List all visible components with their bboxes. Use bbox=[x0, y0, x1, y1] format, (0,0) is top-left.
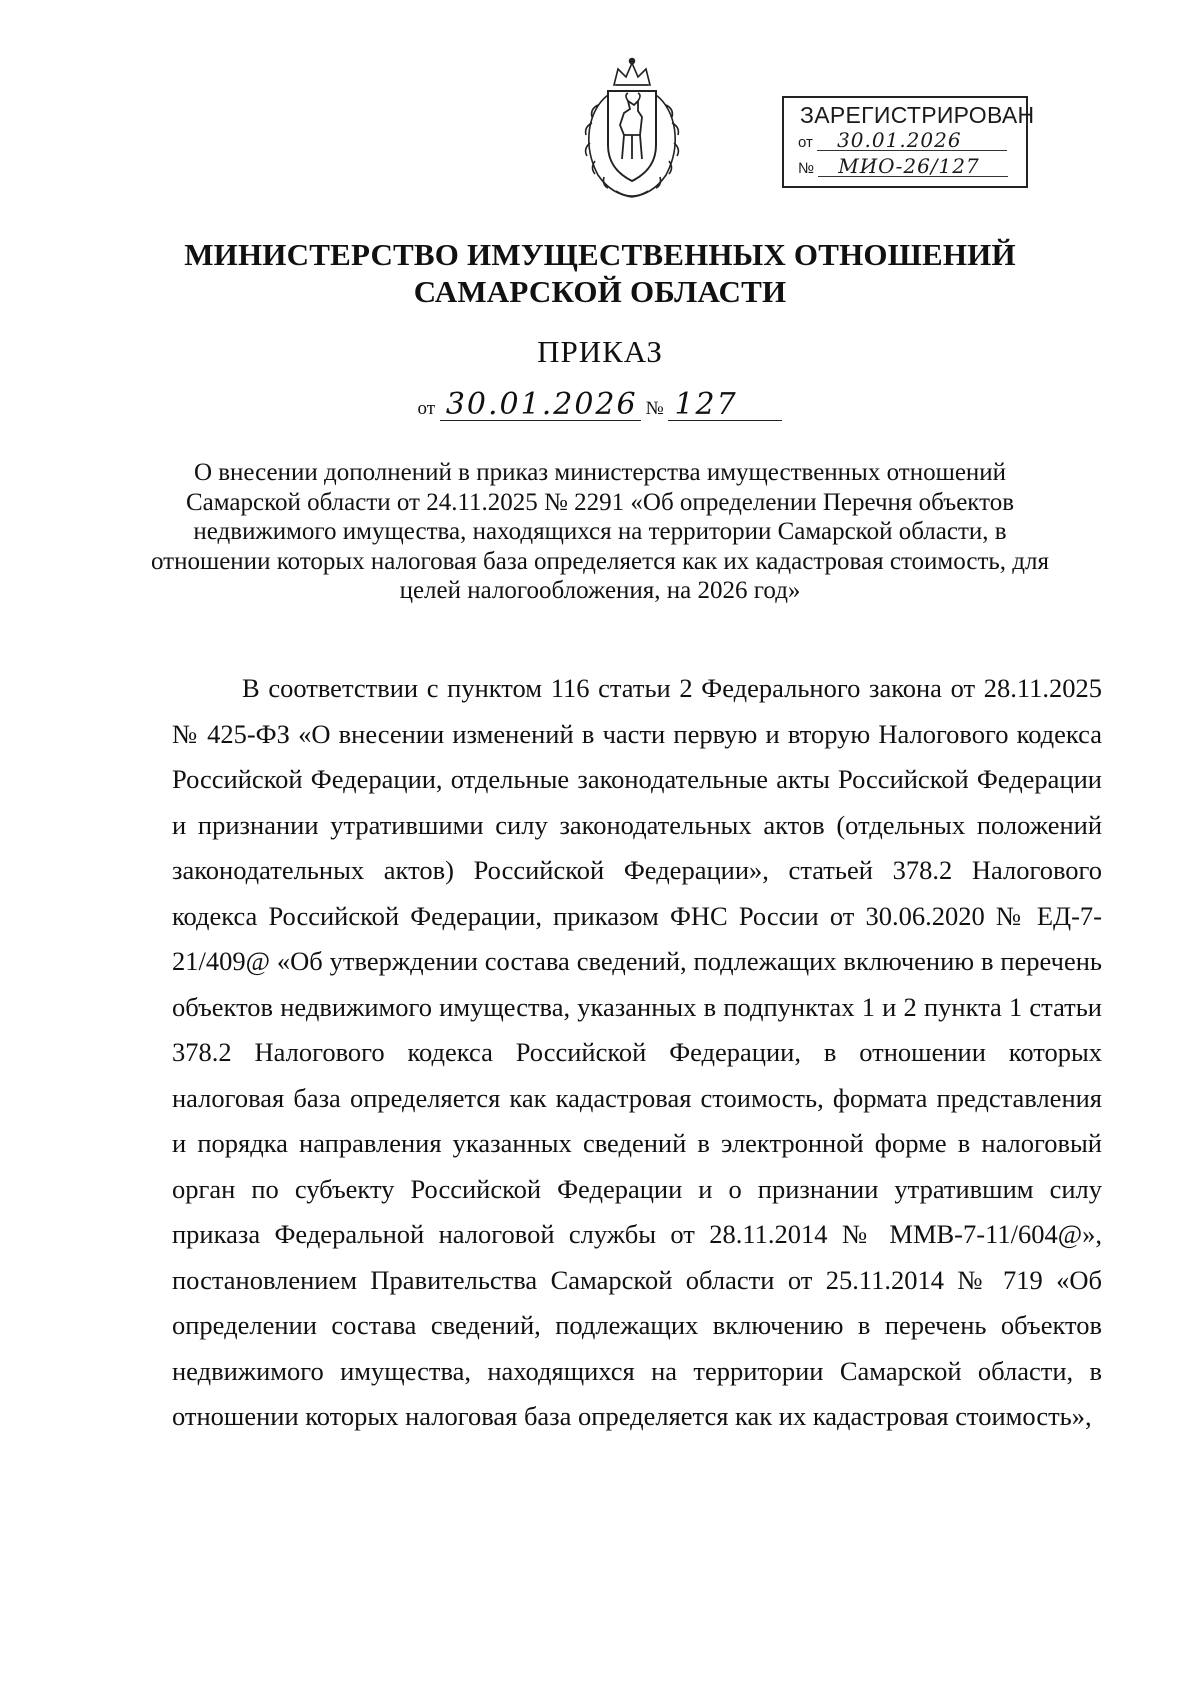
document-type: ПРИКАЗ bbox=[537, 334, 663, 369]
document-body-paragraph: В соответствии с пунктом 116 статьи 2 Федерального закона от 28.11.2025 № 425-ФЗ «О внесении изменений в части первую и вторую Налогового кодекса Российской Федерации, отдельные законодательные акты Российской Федерации и признании утратившими силу законодательных актов (отдельных положений законодательных актов) Российской Федерации», статьей 378.2 Налогового кодекса Российской Федерации, приказом ФНС России от 30.06.2020 № ЕД-7-21/409@ «Об утверждении состава сведений, подлежащих включению в перечень объектов недвижимого имущества, указанных в подпунктах 1 и 2 пункта 1 статьи 378.2 Налогового кодекса Российской Федерации, в отношении которых налоговая база определяется как кадастровая стоимость, формата представления и порядка направления указанных сведений в электронной форме в налоговый орган по субъекту Российской Федерации и о признании утратившим силу приказа Федеральной налоговой службы от 28.11.2014 № ММВ-7-11/604@», постановлением Правительства Самарской области от 25.11.2014 № 719 «Об определении состава сведений, подлежащих включению в перечень объектов недвижимого имущества, находящихся на территории Самарской области, в отношении которых налоговая база определяется как их кадастровая стоимость», bbox=[172, 673, 1102, 1431]
document-date-number bbox=[0, 387, 1200, 422]
ministry-title bbox=[0, 236, 1200, 310]
document-number-value: 127 bbox=[668, 390, 782, 421]
stamp-number-label: № bbox=[798, 160, 815, 177]
ministry-title-line-1: МИНИСТЕРСТВО ИМУЩЕСТВЕННЫХ ОТНОШЕНИЙ bbox=[184, 237, 1016, 272]
ministry-title-line-2: САМАРСКОЙ ОБЛАСТИ bbox=[413, 274, 787, 309]
document-subject: О внесении дополнений в приказ министерства имущественных отношений Самарской области от 24.11.2025 № 2291 «Об определении Перечня объектов недвижимого имущества, находящихся на территории Самарской области, в отношении которых налоговая база определяется как их кадастровая стоимость, для целей налогообложения, на 2026 год» bbox=[150, 459, 1049, 604]
samara-coat-of-arms-icon bbox=[568, 55, 696, 205]
stamp-date-label: от bbox=[798, 134, 813, 151]
stamp-date-row bbox=[798, 130, 1007, 151]
stamp-number-value: МИО-26/127 bbox=[818, 156, 1008, 177]
stamp-date-value: 30.01.2026 bbox=[817, 130, 1007, 151]
document-number-label: № bbox=[645, 398, 664, 419]
stamp-number-row bbox=[798, 156, 1008, 177]
document-date-value: 30.01.2026 bbox=[440, 390, 641, 421]
stamp-title: ЗАРЕГИСТРИРОВАН bbox=[800, 102, 1035, 128]
registration-stamp bbox=[782, 96, 1035, 188]
document-date-label: от bbox=[417, 398, 436, 419]
